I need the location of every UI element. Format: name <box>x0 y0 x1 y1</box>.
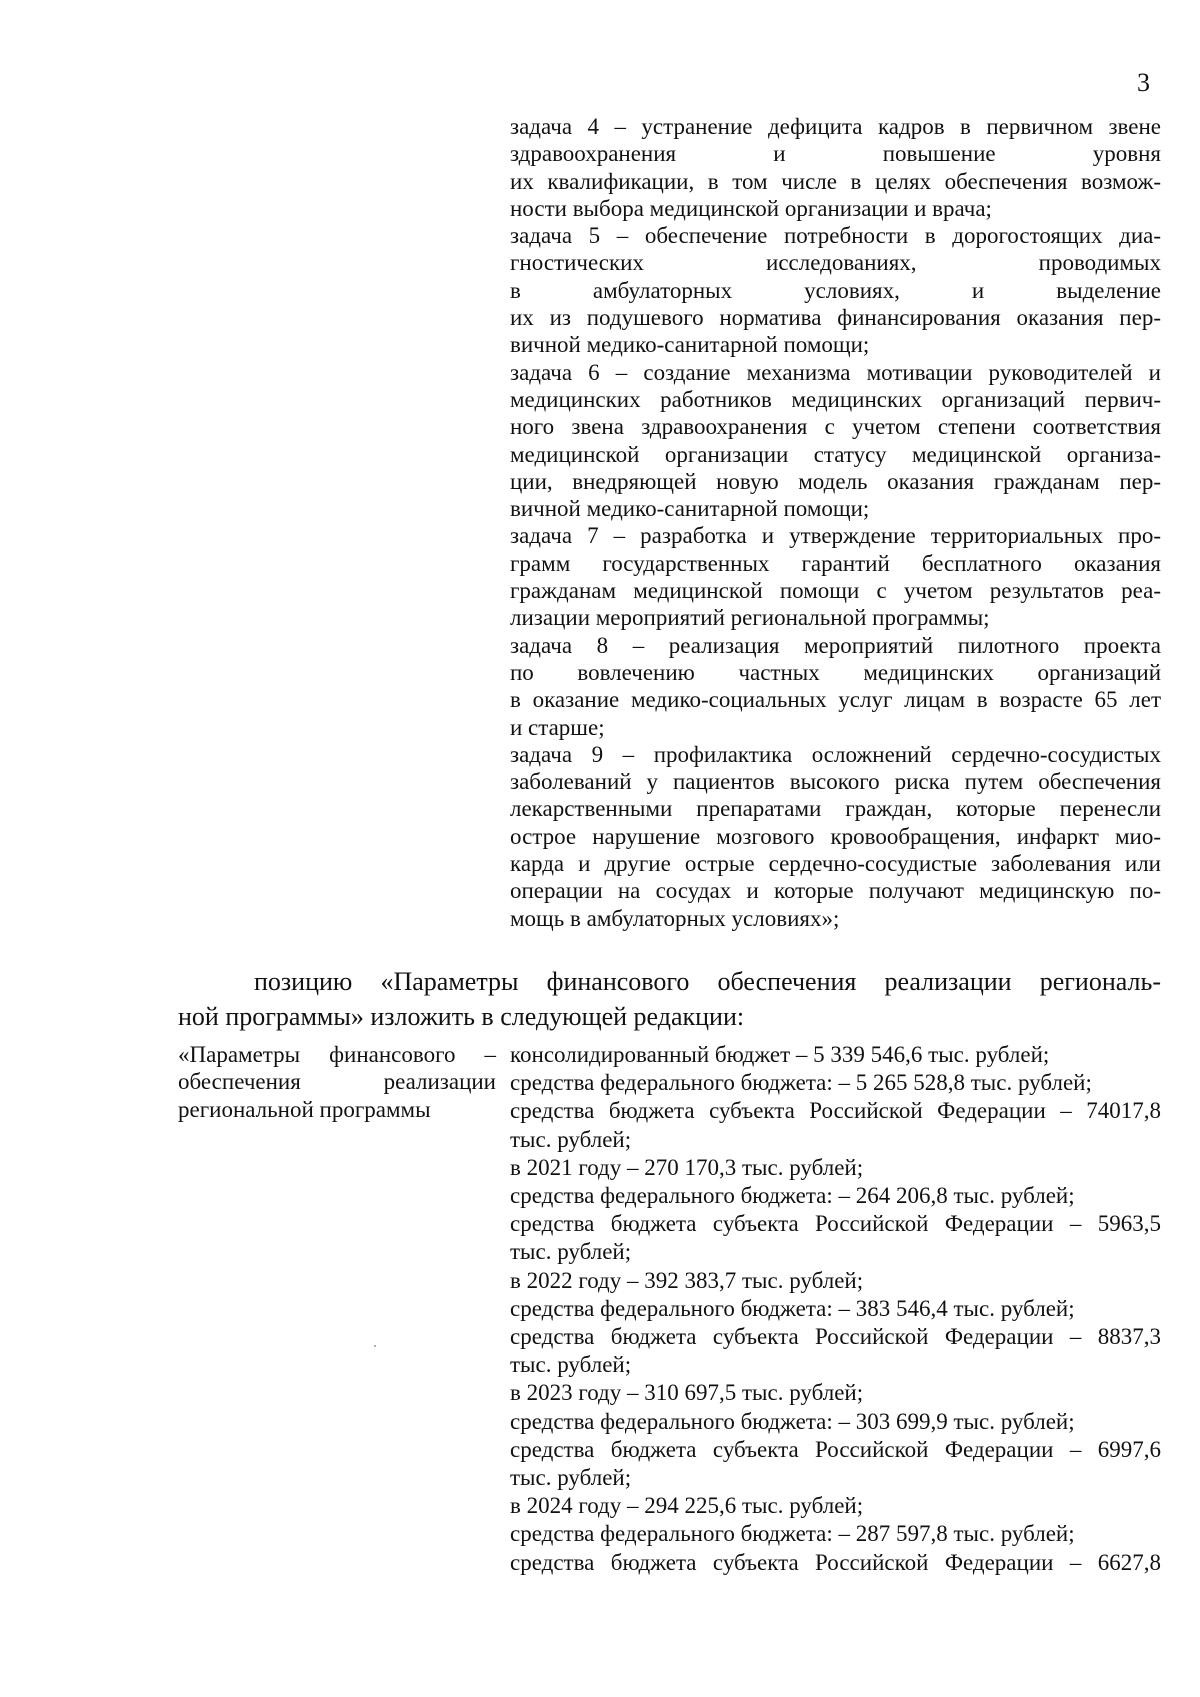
task-line: лекарственными препаратами граждан, которые перенесли <box>510 796 1161 822</box>
param-value-line: средства бюджета субъекта Российской Федерации – 74017,8 <box>510 1098 1161 1124</box>
intro-paragraph <box>178 964 1161 1034</box>
page-number: 3 <box>1137 68 1150 97</box>
task-line: задача 5 – обеспечение потребности в дорогостоящих диа- <box>510 223 1161 249</box>
param-label-line-2: обеспечения реализации <box>178 1069 496 1095</box>
task-line: и старше; <box>510 714 605 740</box>
task-line: в амбулаторных условиях, и выделение <box>510 277 1161 303</box>
task-line: задача 7 – разработка и утверждение территориальных про- <box>510 523 1161 549</box>
intro-line-2: ной программы» изложить в следующей редакции: <box>178 1002 745 1031</box>
param-value-line: тыс. рублей; <box>510 1126 632 1152</box>
param-value-line: тыс. рублей; <box>510 1352 632 1378</box>
param-value-line: средства федерального бюджета: – 5 265 528,8 тыс. рублей; <box>510 1070 1092 1096</box>
task-line: их квалификации, в том числе в целях обеспечения возмож- <box>510 168 1161 194</box>
task-line: задача 6 – создание механизма мотивации руководителей и <box>510 359 1161 385</box>
task-line: заболеваний у пациентов высокого риска путем обеспечения <box>510 769 1161 795</box>
task-line: операции на сосудах и которые получают медицинскую по- <box>510 878 1161 904</box>
financing-parameters-values <box>510 1041 1161 1577</box>
param-value-line: средства федерального бюджета: – 383 546,4 тыс. рублей; <box>510 1295 1075 1321</box>
task-line: задача 4 – устранение дефицита кадров в первичном звене <box>510 114 1161 139</box>
task-line: вичной медико-санитарной помощи; <box>510 332 870 358</box>
param-value-line: средства федерального бюджета: – 264 206,8 тыс. рублей; <box>510 1183 1075 1209</box>
scan-speck <box>374 1345 376 1347</box>
financing-parameters-label <box>178 1041 496 1123</box>
task-line: в оказание медико-социальных услуг лицам в возрасте 65 лет <box>510 687 1161 713</box>
task-line: ности выбора медицинской организации и врача; <box>510 195 992 221</box>
param-value-line: средства федерального бюджета: – 303 699,9 тыс. рублей; <box>510 1408 1075 1434</box>
param-value-line: консолидированный бюджет – 5 339 546,6 тыс. рублей; <box>510 1042 1050 1067</box>
task-line: грамм государственных гарантий бесплатного оказания <box>510 550 1161 576</box>
param-label-line-1: «Параметры финансового – <box>178 1042 496 1067</box>
param-value-line: в 2023 году – 310 697,5 тыс. рублей; <box>510 1380 864 1406</box>
task-line: медицинской организации статусу медицинской организа- <box>510 441 1161 467</box>
task-line: гностических исследованиях, проводимых <box>510 250 1161 276</box>
tasks-text-block <box>510 113 1161 932</box>
param-value-line: в 2021 году – 270 170,3 тыс. рублей; <box>510 1154 864 1180</box>
param-value-line: средства бюджета субъекта Российской Федерации – 6627,8 <box>510 1549 1161 1575</box>
task-line: по вовлечению частных медицинских организаций <box>510 659 1161 685</box>
param-value-line: средства бюджета субъекта Российской Федерации – 6997,6 <box>510 1436 1161 1462</box>
param-value-line: средства бюджета субъекта Российской Федерации – 5963,5 <box>510 1211 1161 1237</box>
task-line: их из подушевого норматива финансирования оказания пер- <box>510 305 1161 331</box>
task-line: медицинских работников медицинских организаций первич- <box>510 386 1161 412</box>
task-line: ции, внедряющей новую модель оказания гражданам пер- <box>510 468 1161 494</box>
task-line: задача 9 – профилактика осложнений сердечно-сосудистых <box>510 741 1161 767</box>
task-line: гражданам медицинской помощи с учетом результатов реа- <box>510 578 1161 604</box>
task-line: задача 8 – реализация мероприятий пилотного проекта <box>510 632 1161 658</box>
param-value-line: тыс. рублей; <box>510 1239 632 1265</box>
task-line: ного звена здравоохранения с учетом степени соответствия <box>510 414 1161 440</box>
task-line: острое нарушение мозгового кровообращения, инфаркт мио- <box>510 823 1161 849</box>
param-value-line: средства бюджета субъекта Российской Федерации – 8837,3 <box>510 1324 1161 1350</box>
task-line: лизации мероприятий региональной программы; <box>510 605 990 631</box>
task-line: здравоохранения и повышение уровня <box>510 141 1161 167</box>
task-line: вичной медико-санитарной помощи; <box>510 496 870 522</box>
intro-line-1: позицию «Параметры финансового обеспечения реализации региональ- <box>254 967 1161 996</box>
task-line: мощь в амбулаторных условиях»; <box>510 905 840 931</box>
task-line: карда и другие острые сердечно-сосудистые заболевания или <box>510 851 1161 877</box>
param-value-line: средства федерального бюджета: – 287 597,8 тыс. рублей; <box>510 1521 1075 1547</box>
param-value-line: в 2022 году – 392 383,7 тыс. рублей; <box>510 1267 864 1293</box>
param-value-line: в 2024 году – 294 225,6 тыс. рублей; <box>510 1493 864 1519</box>
param-label-line-3: региональной программы <box>178 1096 431 1122</box>
param-value-line: тыс. рублей; <box>510 1465 632 1491</box>
